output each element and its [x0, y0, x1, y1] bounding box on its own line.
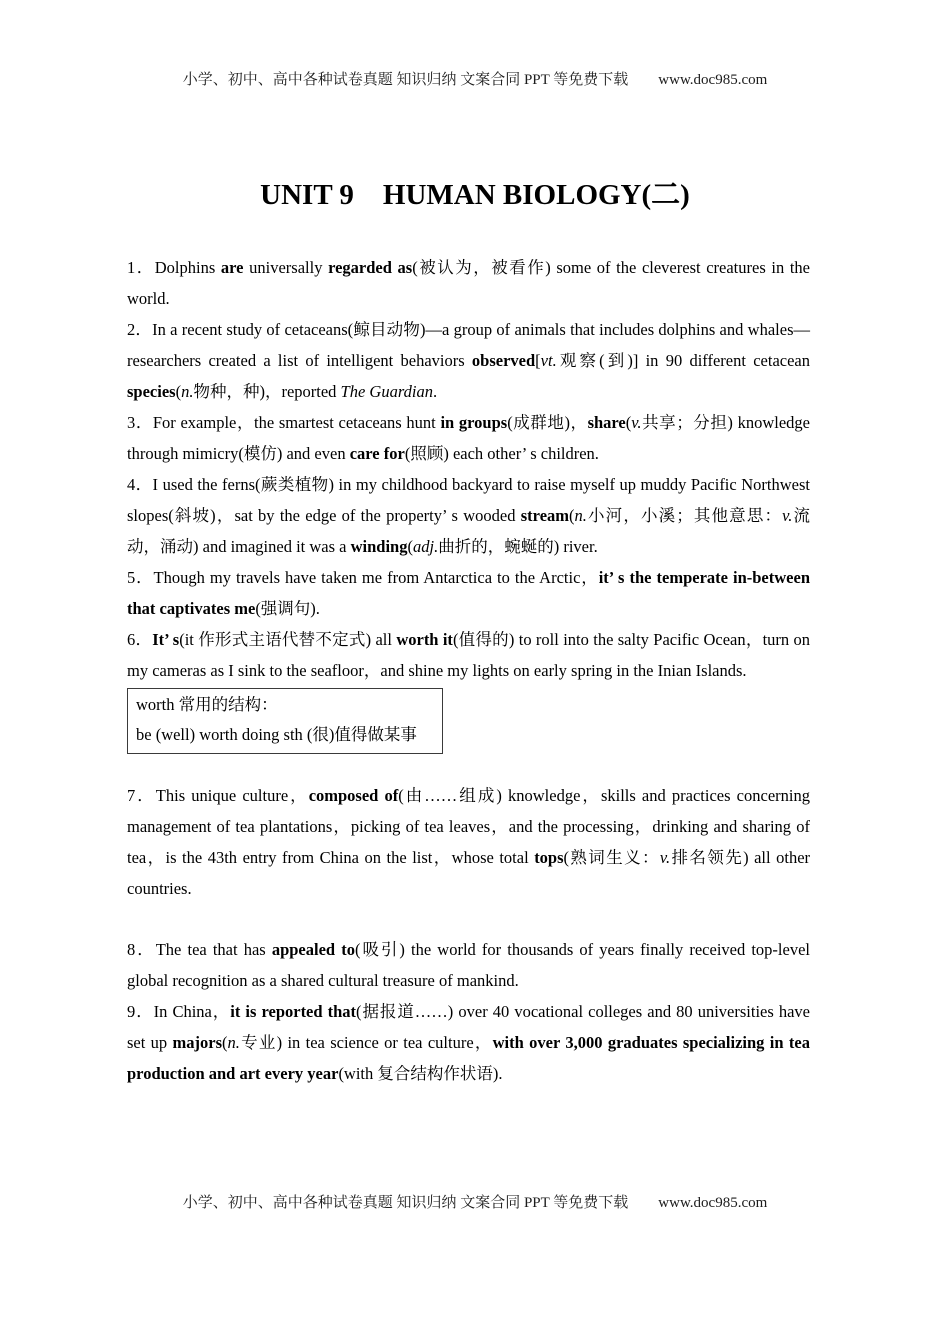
text-run: observed	[471, 351, 536, 370]
text-run: 5．Though my travels have taken me from Antarctica to the Arctic，	[127, 568, 599, 587]
text-run: are	[220, 258, 244, 277]
paragraph-6	[127, 624, 810, 686]
text-run: appealed to	[271, 940, 355, 959]
header-watermark	[0, 68, 950, 89]
text-run: with over 3,000 graduates specializing in tea production and art every year	[127, 1033, 810, 1083]
worth-usage-note-box	[127, 688, 443, 754]
text-run: (	[407, 537, 413, 556]
text-run: regarded as	[328, 258, 413, 277]
paragraph-2	[127, 314, 810, 407]
header-watermark-text: 小学、初中、高中各种试卷真题 知识归纳 文案合同 PPT 等免费下载	[182, 72, 629, 88]
text-run: (强调句).	[255, 599, 320, 618]
header-watermark-url: www.doc985.com	[658, 72, 768, 88]
text-run: tops	[534, 848, 564, 867]
text-run: winding	[350, 537, 408, 556]
text-run: adj.	[413, 537, 439, 556]
footer-watermark	[0, 1191, 950, 1212]
text-run: 小河，小溪；其他意思：	[586, 506, 783, 525]
text-run: (被认为，被看作) some of the cleverest creatures in the world.	[127, 258, 810, 308]
document-body	[127, 252, 810, 1089]
paragraph-9	[127, 996, 810, 1089]
text-run: vt.	[540, 351, 557, 370]
paragraph-3	[127, 407, 810, 469]
text-run: (	[175, 382, 182, 401]
paragraph-7	[127, 780, 810, 904]
text-run: n.	[574, 506, 587, 525]
text-run: (it 作形式主语代替不定式) all	[179, 630, 397, 649]
text-run: n.	[181, 382, 194, 401]
text-run: 物种，种)，reported	[193, 382, 341, 401]
text-run: (由……组成) knowledge，skills and practices concerning management of tea plantations，picking of tea leaves，and the processing，drinking and sharing of tea，is the 43th entry from China on the list，whose total	[127, 786, 810, 867]
text-run: (with 复合结构作状语).	[338, 1064, 503, 1083]
text-run: 8．The tea that has	[127, 940, 272, 959]
text-run: (照顾) each other’ s children.	[404, 444, 599, 463]
text-run: 9．In China，	[127, 1002, 231, 1021]
text-run: (熟词生义：	[563, 848, 660, 867]
text-run: 4．I used the ferns(蕨类植物) in my childhood backyard to raise myself up muddy Pacific Northwest slopes(斜坡)，sat by the edge of the property’ s wooded	[127, 475, 810, 525]
text-run: 专业) in tea science or tea culture，	[239, 1033, 493, 1052]
text-run: stream	[520, 506, 570, 525]
text-run: 7．This unique culture，	[127, 786, 309, 805]
text-run: 3．For example，the smartest cetaceans hunt	[127, 413, 441, 432]
text-run: worth it	[396, 630, 453, 649]
text-run: (	[625, 413, 632, 432]
text-run: (	[222, 1033, 228, 1052]
text-run: (	[569, 506, 575, 525]
text-run: 共享；分担) knowledge through mimicry(模仿) and even	[127, 413, 810, 463]
paragraph-8	[127, 934, 810, 996]
text-run: v.	[659, 848, 671, 867]
text-run: in groups	[440, 413, 508, 432]
text-run: species	[127, 382, 176, 401]
text-run: 曲折的，蜿蜒的) river.	[438, 537, 598, 556]
text-run: v.	[631, 413, 642, 432]
text-run: 6．	[127, 630, 153, 649]
note-line: be (well) worth doing sth (很)值得做某事	[136, 725, 417, 744]
text-run: care for	[349, 444, 405, 463]
paragraph-4	[127, 469, 810, 562]
text-run: n.	[227, 1033, 240, 1052]
text-run: v.	[782, 506, 793, 525]
paragraph-5	[127, 562, 810, 624]
text-run: (据报道……) over 40 vocational colleges and 80 universities have set up	[127, 1002, 810, 1052]
note-line: worth 常用的结构：	[136, 695, 278, 714]
text-run: share	[587, 413, 626, 432]
text-run: It’ s	[152, 630, 180, 649]
text-run: 流动，涌动) and imagined it was a	[127, 506, 811, 556]
text-run: universally	[243, 258, 329, 277]
text-run: 1．Dolphins	[127, 258, 221, 277]
text-run: 排名领先) all other countries.	[127, 848, 811, 898]
text-run: majors	[172, 1033, 223, 1052]
text-run: 观察(到)] in 90 different cetacean	[556, 351, 810, 370]
text-run: it is reported that	[230, 1002, 357, 1021]
text-run: .	[432, 382, 438, 401]
text-run: (成群地)，	[507, 413, 588, 432]
footer-watermark-text: 小学、初中、高中各种试卷真题 知识归纳 文案合同 PPT 等免费下载	[182, 1195, 629, 1211]
text-run: The Guardian	[340, 382, 433, 401]
paragraph-1	[127, 252, 810, 314]
text-run: (吸引) the world for thousands of years finally received top-level global recognition as a shared cultural treasure of mankind.	[127, 940, 810, 990]
text-run: (值得的) to roll into the salty Pacific Ocean，turn on my cameras as I sink to the seafloor，and shine my lights on early spring in the Inian Islands.	[127, 630, 811, 680]
text-run: 2．In a recent study of cetaceans(鲸目动物)—a group of animals that includes dolphins and whales—researchers created a list of intelligent behaviors	[127, 320, 810, 370]
footer-watermark-url: www.doc985.com	[658, 1195, 768, 1211]
text-run: composed of	[308, 786, 399, 805]
page-title: UNIT 9 HUMAN BIOLOGY(二)	[260, 179, 690, 211]
text-run: [	[535, 351, 541, 370]
text-run: it’ s the temperate in-between that captivates me	[127, 568, 810, 618]
